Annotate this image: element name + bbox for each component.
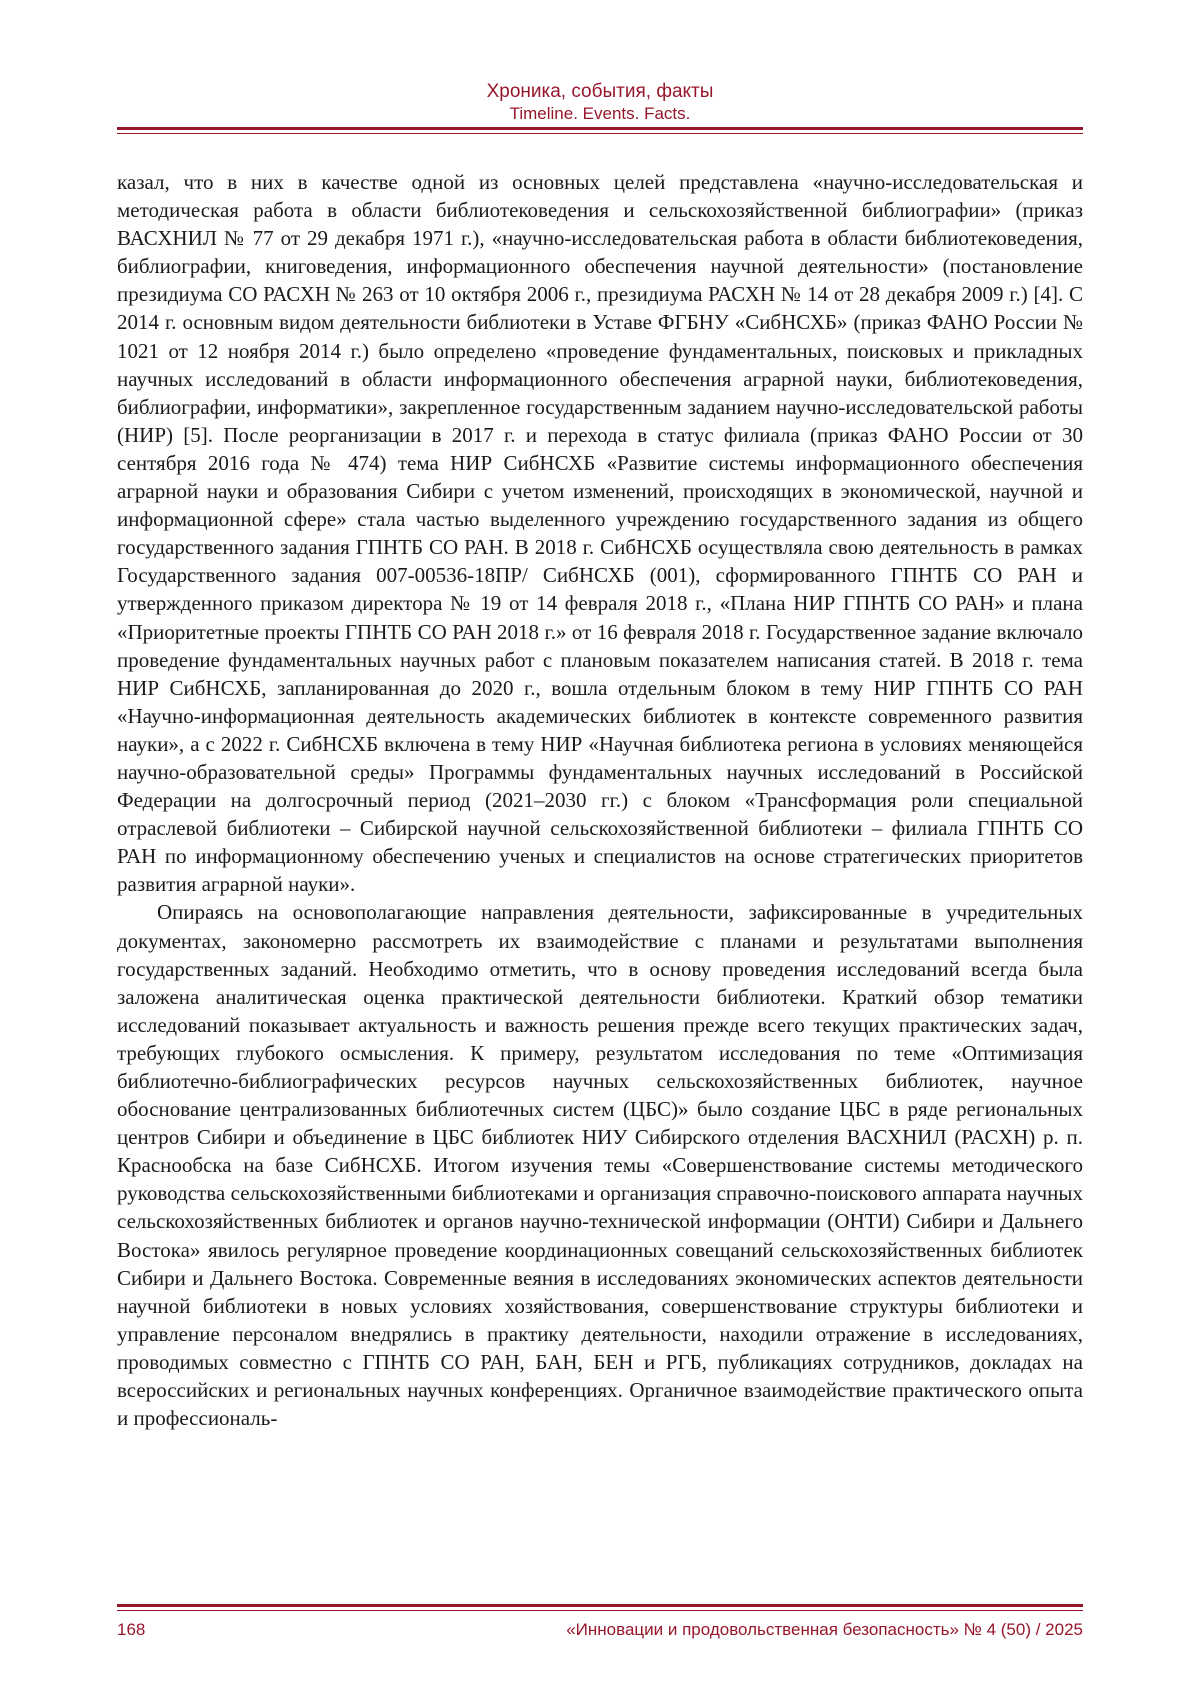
article-body [117, 168, 1083, 1432]
section-title-ru: Хроника, события, факты [486, 81, 714, 102]
journal-citation: «Инновации и продовольственная безопасность» № 4 (50) / 2025 [566, 1620, 1083, 1639]
footer-rule-thick [117, 1604, 1083, 1607]
footer-rule-thin [117, 1610, 1083, 1611]
header-rule-thin [117, 133, 1083, 134]
header-rule-thick [117, 127, 1083, 130]
page-number: 168 [117, 1620, 146, 1639]
section-title-en: Timeline. Events. Facts. [509, 104, 691, 123]
body-paragraph-1: казал, что в них в качестве одной из основных целей представлена «научно-исследовательская и методическая работа в области библиотековедения и сельскохозяйственной библиографии» (приказ ВАСХНИЛ № 77 от 29 декабря 1971 г.), «научно-исследовательская работа в области библиотековедения, библиографии, книговедения, информационного обеспечения научной деятельности» (постановление президиума СО РАСХН № 263 от 10 октября 2006 г., президиума РАСХН № 14 от 28 декабря 2009 г.) [4]. С 2014 г. основным видом деятельности библиотеки в Уставе ФГБНУ «СибНСХБ» (приказ ФАНО России № 1021 от 12 ноября 2014 г.) было определено «проведение фундаментальных, поисковых и прикладных научных исследований в области информационного обеспечения аграрной науки, библиотековедения, библиографии, информатики», закрепленное государственным заданием научно-исследовательской работы (НИР) [5]. После реорганизации в 2017 г. и перехода в статус филиала (приказ ФАНО России от 30 сентября 2016 года № 474) тема НИР СибНСХБ «Развитие системы информационного обеспечения аграрной науки и образования Сибири с учетом изменений, происходящих в экономической, научной и информационной сфере» стала частью выделенного учреждению государственного задания из общего государственного задания ГПНТБ СО РАН. В 2018 г. СибНСХБ осуществляла свою деятельность в рамках Государственного задания 007-00536-18ПР/ СибНСХБ (001), сформированного ГПНТБ СО РАН и утвержденного приказом директора № 19 от 14 февраля 2018 г., «Плана НИР ГПНТБ СО РАН» и плана «Приоритетные проекты ГПНТБ СО РАН 2018 г.» от 16 февраля 2018 г. Государственное задание включало проведение фундаментальных научных работ с плановым показателем написания статей. В 2018 г. тема НИР СибНСХБ, запланированная до 2020 г., вошла отдельным блоком в тему НИР ГПНТБ СО РАН «Научно-информационная деятельность академических библиотек в контексте современного развития науки», а с 2022 г. СибНСХБ включена в тему НИР «Научная библиотека региона в условиях меняющейся научно-образовательной среды» Программы фундаментальных научных исследований в Российской Федерации на долгосрочный период (2021–2030 гг.) с блоком «Трансформация роли специальной отраслевой библиотеки – Сибирской научной сельскохозяйственной библиотеки – филиала ГПНТБ СО РАН по информационному обеспечению ученых и специалистов на основе стратегических приоритетов развития аграрной науки». [117, 170, 1083, 897]
body-paragraph-2: Опираясь на основополагающие направления деятельности, зафиксированные в учредительных документах, закономерно рассмотреть их взаимодействие с планами и результатами выполнения государственных заданий. Необходимо отметить, что в основу проведения исследований всегда была заложена аналитическая оценка практической деятельности библиотеки. Краткий обзор тематики исследований показывает актуальность и важность решения прежде всего текущих практических задач, требующих глубокого осмысления. К примеру, результатом исследования по теме «Оптимизация библиотечно-библиографических ресурсов научных сельскохозяйственных библиотек, научное обоснование централизованных библиотечных систем (ЦБС)» было создание ЦБС в ряде региональных центров Сибири и объединение в ЦБС библиотек НИУ Сибирского отделения ВАСХНИЛ (РАСХН) р. п. Краснообска на базе СибНСХБ. Итогом изучения темы «Совершенствование системы методического руководства сельскохозяйственными библиотеками и организация справочно-поискового аппарата научных сельскохозяйственных библиотек и органов научно-технической информации (ОНТИ) Сибири и Дальнего Востока» явилось регулярное проведение координационных совещаний сельскохозяйственных библиотек Сибири и Дальнего Востока. Современные веяния в исследованиях экономических аспектов деятельности научной библиотеки в новых условиях хозяйствования, совершенствование структуры библиотеки и управление персоналом внедрялись в практику деятельности, находили отражение в исследованиях, проводимых совместно с ГПНТБ СО РАН, БАН, БЕН и РГБ, публикациях сотрудников, докладах на всероссийских и региональных научных конференциях. Органичное взаимодействие практического опыта и профессиональ- [117, 900, 1083, 1431]
running-header [0, 80, 1200, 124]
